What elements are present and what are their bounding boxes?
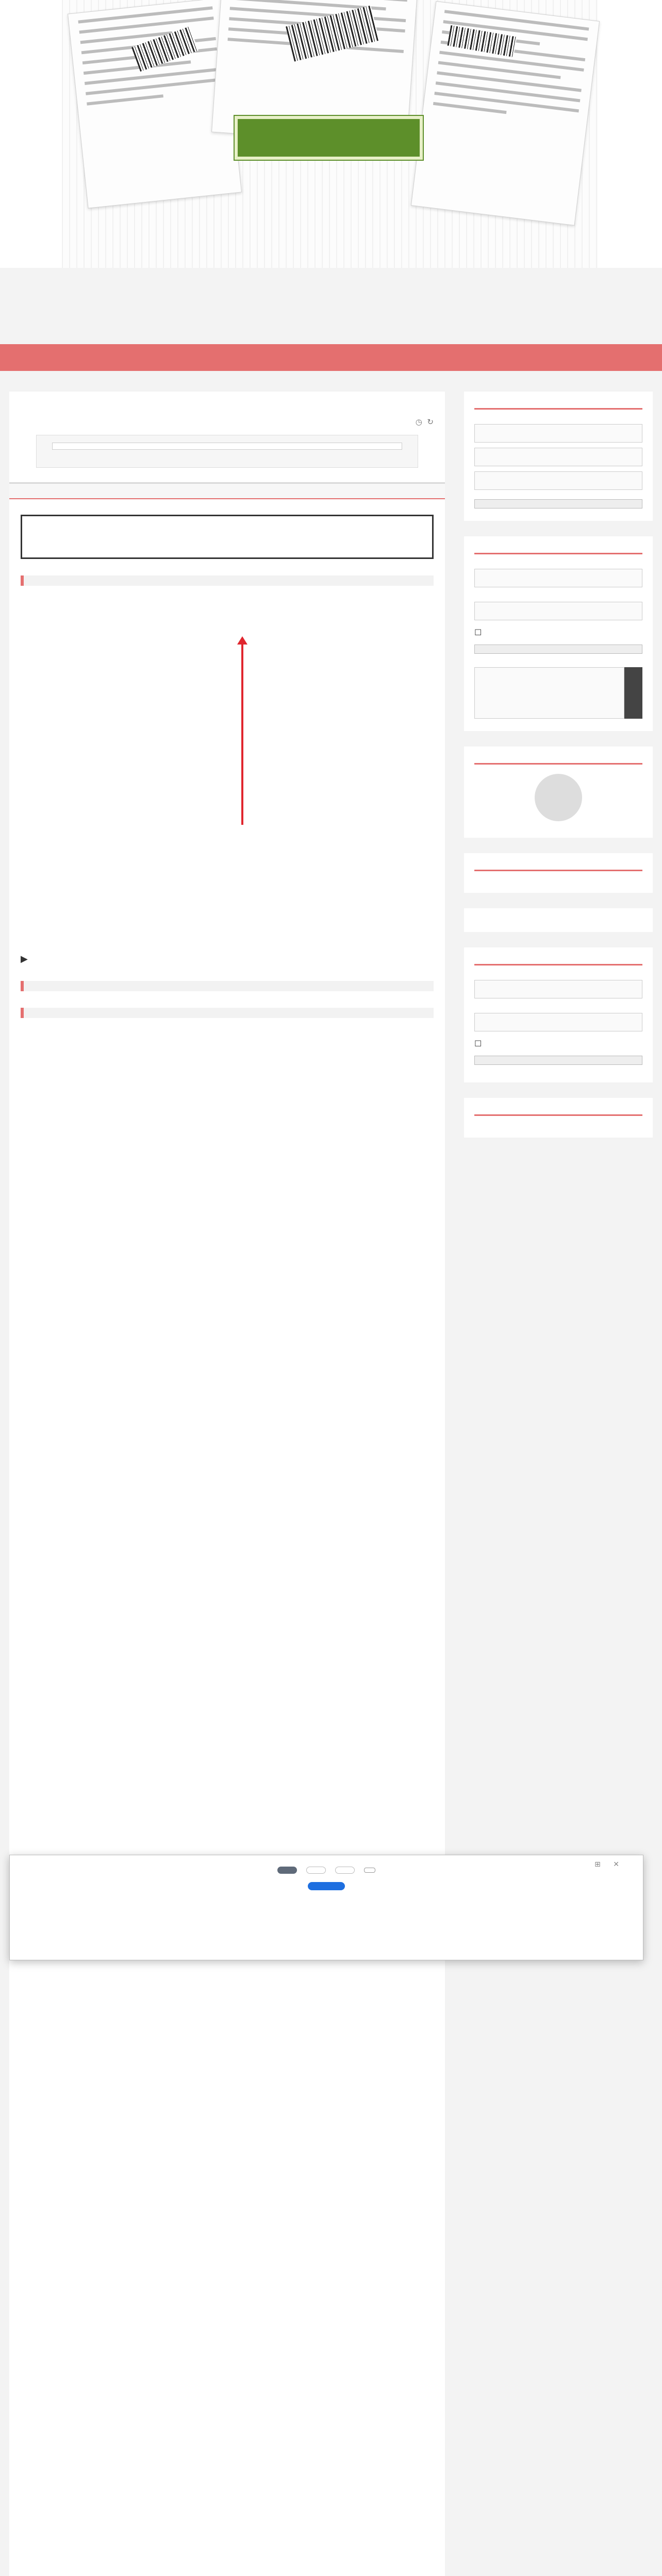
search-button[interactable] — [624, 667, 642, 719]
site-header — [0, 0, 662, 268]
widget-title — [474, 548, 642, 554]
class-section — [21, 598, 434, 938]
profile-widget — [464, 747, 653, 838]
email-field[interactable] — [474, 424, 642, 443]
cookie-banner-tools[interactable]: ⊞ ✕ — [594, 1860, 624, 1869]
username-field[interactable] — [474, 980, 642, 998]
section-heading-rank-list — [21, 981, 434, 991]
newsletter-widget — [464, 392, 653, 521]
first-name-field[interactable] — [474, 471, 642, 490]
login-button[interactable] — [474, 1056, 642, 1065]
post-dates — [21, 417, 434, 427]
save-preferences-button[interactable] — [308, 1882, 345, 1890]
table-of-contents — [36, 435, 418, 468]
main-nav — [0, 344, 662, 371]
tier-silver[interactable] — [277, 1867, 297, 1874]
password-field[interactable] — [474, 602, 642, 620]
categories-widget — [464, 1098, 653, 1138]
login-widget-2 — [464, 947, 653, 1082]
avatar — [535, 774, 582, 821]
section-heading-class — [21, 575, 434, 586]
remember-checkbox[interactable]: ☐ — [474, 1039, 482, 1048]
tier-gold[interactable] — [306, 1867, 326, 1874]
subscribe-button[interactable] — [474, 499, 642, 509]
widget-title — [474, 758, 642, 765]
widget-title — [474, 1109, 642, 1116]
duration-select[interactable] — [364, 1868, 375, 1873]
sidebar — [464, 392, 653, 1153]
password-field[interactable] — [474, 1013, 642, 1031]
pyramid-axis-arrowhead — [237, 636, 247, 645]
tier-platinum[interactable] — [335, 1867, 355, 1874]
widget-title — [474, 865, 642, 871]
clock-icon: ◷ — [415, 417, 422, 427]
article-card — [9, 392, 445, 2576]
details-toggle[interactable]: ▶ — [21, 953, 28, 964]
search-box — [474, 667, 642, 719]
popular-posts-widget — [464, 853, 653, 893]
cookie-actions — [25, 1882, 627, 1890]
cookie-tier-selector — [10, 1867, 643, 1874]
toc-header — [52, 443, 402, 450]
site-logo[interactable] — [235, 116, 423, 160]
toc-list — [37, 455, 418, 458]
refresh-icon: ↻ — [427, 417, 434, 427]
section-heading-purpose — [9, 482, 445, 499]
pyramid-diagram — [222, 598, 433, 840]
username-field[interactable] — [474, 569, 642, 587]
widget-title — [474, 403, 642, 410]
login-widget — [464, 536, 653, 731]
login-button[interactable] — [474, 645, 642, 654]
search-input[interactable] — [474, 667, 624, 719]
cookie-consent-banner — [9, 1855, 643, 1960]
key-point-box — [21, 515, 434, 559]
tags-widget — [464, 908, 653, 932]
widget-title — [474, 959, 642, 965]
section-heading-stats — [21, 1008, 434, 1018]
remember-checkbox[interactable]: ☐ — [474, 628, 482, 637]
last-name-field[interactable] — [474, 448, 642, 466]
